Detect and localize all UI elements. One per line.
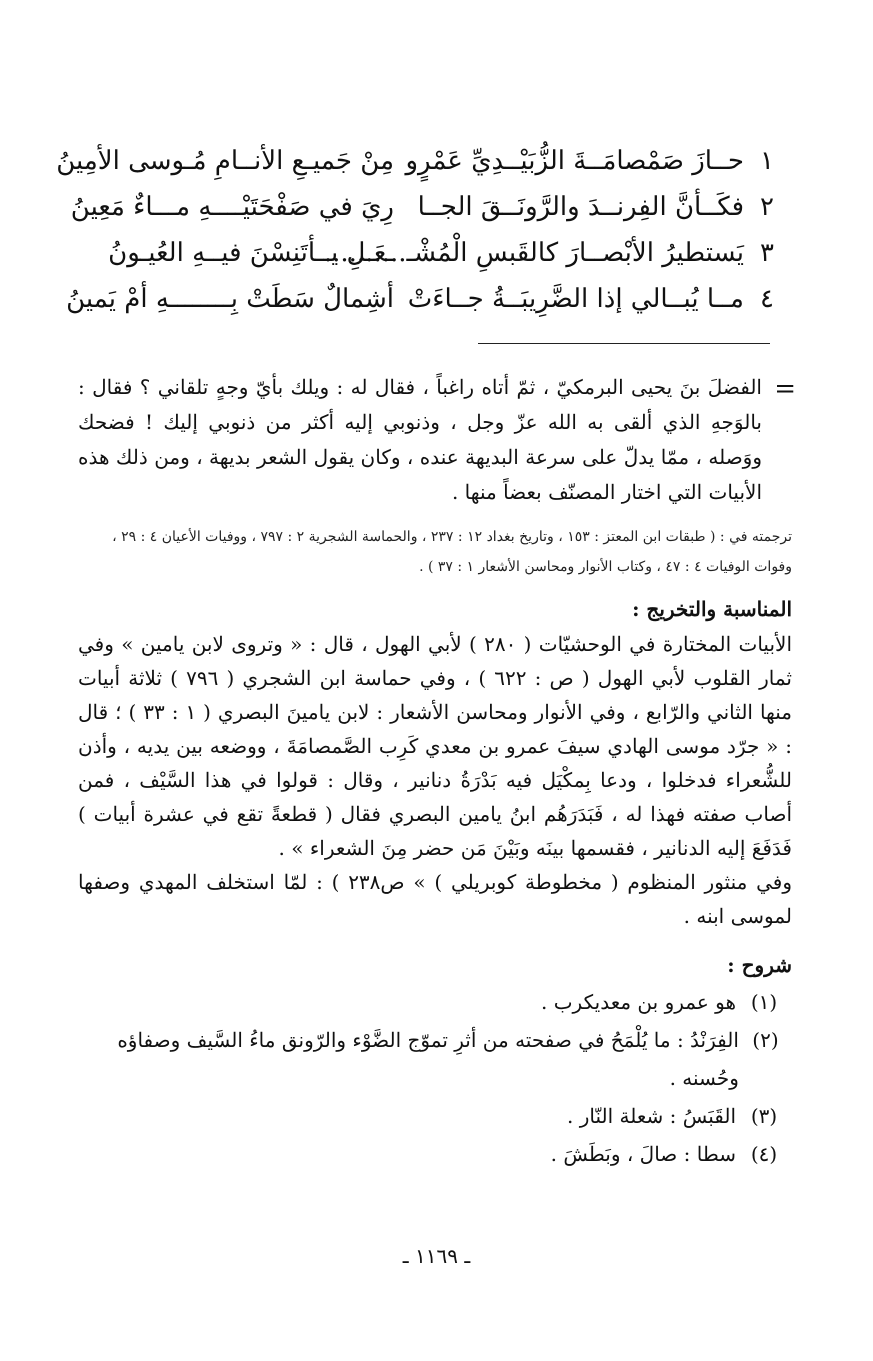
gloss-number: (٤) (750, 1142, 778, 1166)
verse-number: ٣ (760, 238, 774, 268)
verse-row (56, 138, 790, 184)
biography-paragraph: الفضلَ بنَ يحيى البرمكيّ ، ثمّ أتاه راغباً ، فقال له : ويلك بأيّ وجهٍ تلقاني ؟ فقال : بالوَجهِ الذي ألقى به الله عزّ وجل ، وذنوبي إليه أكثر من ذنوبي إليك ! فضحك ووَصله ، ممّا يدلّ على سرعة البديهة عنده ، وكان يقول الشعر بديهة ، ومن ذلك هذه الأبيات التي اختار المصنّف بعضاً منها . (78, 375, 762, 504)
gloss-text: هو عمرو بن معديكرب . (541, 990, 736, 1014)
notes-section (78, 370, 796, 1173)
first-hemistich: مــا يُبــالي إذا الضَّرِيبَــةُ جــاءَتْ (407, 284, 744, 314)
takhrij-paragraph: الأبيات المختارة في الوحشيّات ( ٢٨٠ ) لأبي الهول ، قال : « وتروى لابن يامين » وفي ثمار القلوب لأبي الهول ( ص : ٦٢٢ ) ، وفي حماسة ابن الشجري ( ٧٩٦ ) ثلاثة أبيات منها الثاني والرّابع ، وفي الأنوار ومحاسن الأشعار : لابن يامينَ البصري ( ١ : ٣٣ ) ؛ قال : « جرّد موسى الهادي سيفَ عمرو بن معدي كَرِب الصَّمصامَةَ ، ووضعه بين يديه ، وأذن للشُّعراء فدخلوا ، ودعا بِمكْيَل فيه بَدْرَةُ دنانير ، وقال : قولوا في هذا السَّيْف ، فمن أصاب صفته فهذا له ، فَبَدَرَهُم ابنُ يامين البصري فقال ( قطعةً تقع في عشرة أبيات ) فَدَفَعَ إليه الدنانير ، فقسمها بينَه وبَيْنَ مَن حضر مِنَ الشعراء » . (78, 632, 793, 860)
gloss-number: (١) (750, 990, 778, 1014)
gloss-number: (٣) (750, 1104, 778, 1128)
verse-row (60, 230, 790, 276)
takhrij-text (78, 627, 792, 933)
second-hemistich: رِيَ في صَفْحَتَيْــــهِ مـــاءٌ مَعِينُ (70, 192, 394, 222)
section-heading: المناسبة والتخريج : (632, 597, 792, 621)
verse-number: ٤ (760, 284, 774, 314)
second-hemistich: أشِمالٌ سَطَتْ بِــــــــهِ أمْ يَمينُ (66, 284, 394, 314)
verse-number: ٢ (760, 192, 774, 222)
gloss-item (78, 1021, 792, 1097)
second-hemistich: مِنْ جَميـعِ الأنــامِ مُـوسى الأمِينُ (56, 146, 394, 176)
poem-block (56, 138, 790, 322)
glosses-list (78, 983, 792, 1173)
gloss-item (78, 983, 792, 1021)
gloss-number: (٢) (752, 1028, 779, 1052)
gloss-text: الفِرَنْدُ : ما يُلْمَحُ في صفحته من أثرِ تموّج الضَّوْء والرّونق ماءُ السَّيف وصفاؤه وحُسنه . (117, 1028, 739, 1090)
verse-row (60, 276, 790, 322)
continuation-mark: = (774, 374, 796, 404)
first-hemistich: حــازَ صَمْصامَــةَ الزُّبَيْــدِيِّ عَمْرٍو (405, 146, 744, 176)
gloss-text: سطا : صالَ ، وبَطَشَ . (550, 1142, 736, 1166)
takhrij-paragraph: وفي منثور المنظوم ( مخطوطة كوبريلي ) » ص٢٣٨ ) : لمّا استخلف المهدي وصفها لموسى ابنه . (78, 870, 792, 928)
gloss-text: القَبَسُ : شعلة النّار . (566, 1104, 736, 1128)
gloss-item (78, 1097, 792, 1135)
verse-row (60, 184, 790, 230)
second-hemistich: ـعَـلِ يــأتَنِسْنَ فيــهِ العُيـونُ (108, 238, 394, 268)
sources-note: ترجمته في : ( طبقات ابن المعتز : ١٥٣ ، وتاريخ بغداد ١٢ : ٢٣٧ ، والحماسة الشجرية ٢ : ٧٩٧ ، ووفيات الأعيان ٤ : ٢٩ ، وفوات الوفيات ٤ : ٤٧ ، وكتاب الأنوار ومحاسن الأشعار ١ : ٣٧ ) . (112, 529, 792, 575)
first-hemistich: فكَــأنَّ الفِرنــدَ والرَّونَــقَ الجــا (417, 192, 744, 222)
footnote-divider (478, 343, 770, 344)
page-number: ـ ١١٦٩ ـ (402, 1244, 471, 1268)
section-heading: شروح : (727, 953, 792, 977)
first-hemistich: يَستطيرُ الأبْصــارَ كالقَبسِ الْمُشْـ.......... (323, 238, 744, 268)
gloss-item (78, 1135, 792, 1173)
verse-number: ١ (760, 146, 774, 176)
